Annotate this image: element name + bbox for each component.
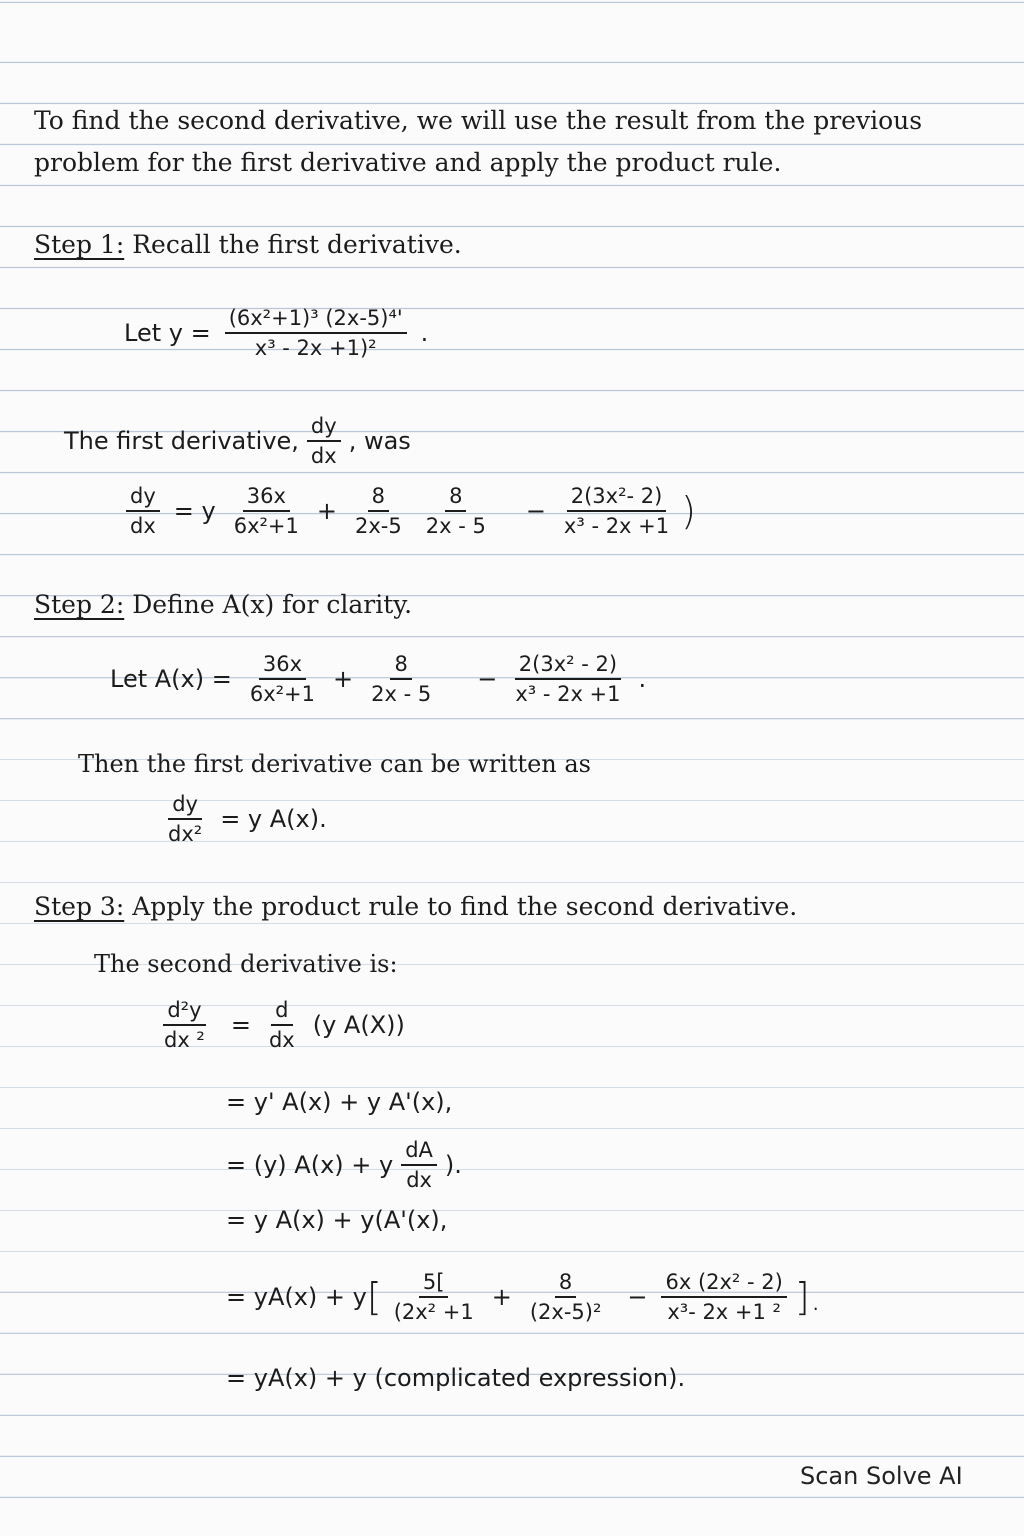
dx-den: dx [268,1028,295,1052]
dy-num: dy [168,792,202,820]
line5-fraction-1 [390,1270,478,1324]
dydx-num: dy [307,414,341,442]
second-derivative-line-6: = yA(x) + y (complicated expression). [226,1364,686,1392]
intro-line-1: To find the second derivative, we will use the result from the previous [34,106,923,135]
ax-f3-num: 2(3x² - 2) [515,652,621,680]
ax-f2-num: 8 [390,652,411,680]
ax-end: . [638,665,647,693]
da-den: dx [406,1168,432,1192]
was-text: , was [348,427,411,455]
eq1-equals: = [230,1011,251,1039]
line5-close-bracket: ]. [794,1275,822,1319]
step1-title: Recall the first derivative. [132,230,462,259]
first-derivative-intro [64,414,411,468]
fraction-2 [351,484,406,538]
close-paren: ) [681,489,696,533]
intro-line-2: problem for the first derivative and apply the product rule. [34,148,782,177]
second-derivative-line-4: = y A(x) + y(A'(x), [226,1206,448,1234]
dx2-den: dx² [168,822,203,846]
y-end: . [420,319,429,347]
let-y-text: Let y = [124,319,211,347]
f3-den: 2x - 5 [425,514,486,538]
ax-f3-den: x³ - 2x +1 [515,682,621,706]
line5-fraction-3 [661,1270,786,1324]
first-derivative-equation [118,484,696,538]
dy-ax-equation [156,792,333,846]
dx2-den-2: dx ² [164,1028,205,1052]
first-deriv-text: The first derivative, [64,427,299,455]
f2-num: 8 [368,484,389,512]
minus-sign: − [525,497,546,525]
f3-num: 8 [445,484,466,512]
d2y-num: d²y [163,998,205,1026]
line3-pre: = (y) A(x) + y [226,1151,394,1179]
step3-heading [34,892,797,921]
fraction-4 [560,484,673,538]
fraction-1 [230,484,303,538]
step2-title: Define A(x) for clarity. [132,590,413,619]
y-numerator: (6x²+1)³ (2x-5)⁴' [225,306,407,334]
eq1-rhs: (y A(X)) [312,1011,405,1039]
lhs-den: dx [130,514,156,538]
brand-logo: Scan Solve AI [800,1462,963,1490]
then-text: Then the first derivative can be written as [78,750,591,778]
second-derivative-line-2: = y' A(x) + y A'(x), [226,1088,453,1116]
plus-sign: + [316,497,337,525]
dydx-fraction [307,414,341,468]
step1-heading [34,230,462,259]
ax-f2-den: 2x - 5 [371,682,432,706]
lhs-num: dy [126,484,160,512]
f4-den: x³ - 2x +1 [563,514,670,538]
equals-y: = y [173,497,216,525]
f2-den: 2x-5 [355,514,402,538]
f1-num: 36x [243,484,290,512]
y-fraction [225,306,407,360]
second-derivative-line-1 [152,998,411,1052]
line5-pre: = yA(x) + y [226,1283,367,1311]
line5-f2-den: (2x-5)² [529,1300,602,1324]
step3-title: Apply the product rule to find the second derivative. [132,892,798,921]
y-denominator: x³ - 2x +1)² [254,336,377,360]
line5-open-bracket: [ [366,1275,382,1319]
dy-ax-rhs: = y A(x). [220,805,327,833]
line5-minus: − [627,1283,648,1311]
line5-f1-den: (2x² +1 [393,1300,474,1324]
ax-f1-num: 36x [259,652,306,680]
line5-plus: + [491,1283,512,1311]
ax-fraction-1 [246,652,319,706]
line5-f3-den: x³- 2x +1 ² [667,1300,781,1324]
f1-den: 6x²+1 [233,514,299,538]
let-ax-text: Let A(x) = [110,665,232,693]
step1-let-y-equation [118,306,434,360]
dy-dx2-fraction [164,792,206,846]
step2-label: Step 2: [34,590,125,619]
da-num: dA [401,1138,437,1166]
da-dx-fraction [401,1138,437,1192]
step2-heading [34,590,412,619]
lhs-dydx [126,484,160,538]
second-derivative-line-5 [226,1270,822,1324]
fraction-3 [422,484,490,538]
ax-f1-den: 6x²+1 [249,682,316,706]
second-derivative-text: The second derivative is: [94,950,398,978]
dydx-den: dx [310,444,337,468]
line5-f2-num: 8 [555,1270,576,1298]
ax-fraction-3 [511,652,624,706]
ax-fraction-2 [367,652,435,706]
ax-minus: − [477,665,498,693]
d-num: d [271,998,292,1026]
ax-definition [104,652,652,706]
line5-f1-num: 5[ [419,1270,449,1298]
line5-fraction-2 [526,1270,606,1324]
line3-post: ). [444,1151,462,1179]
d-dx-fraction [265,998,299,1052]
step1-label: Step 1: [34,230,125,259]
step3-label: Step 3: [34,892,125,921]
second-derivative-line-3 [226,1138,462,1192]
d2y-dx2-fraction [160,998,209,1052]
line5-f3-num: 6x (2x² - 2) [661,1270,786,1298]
ax-plus: + [333,665,354,693]
f4-num: 2(3x²- 2) [567,484,667,512]
